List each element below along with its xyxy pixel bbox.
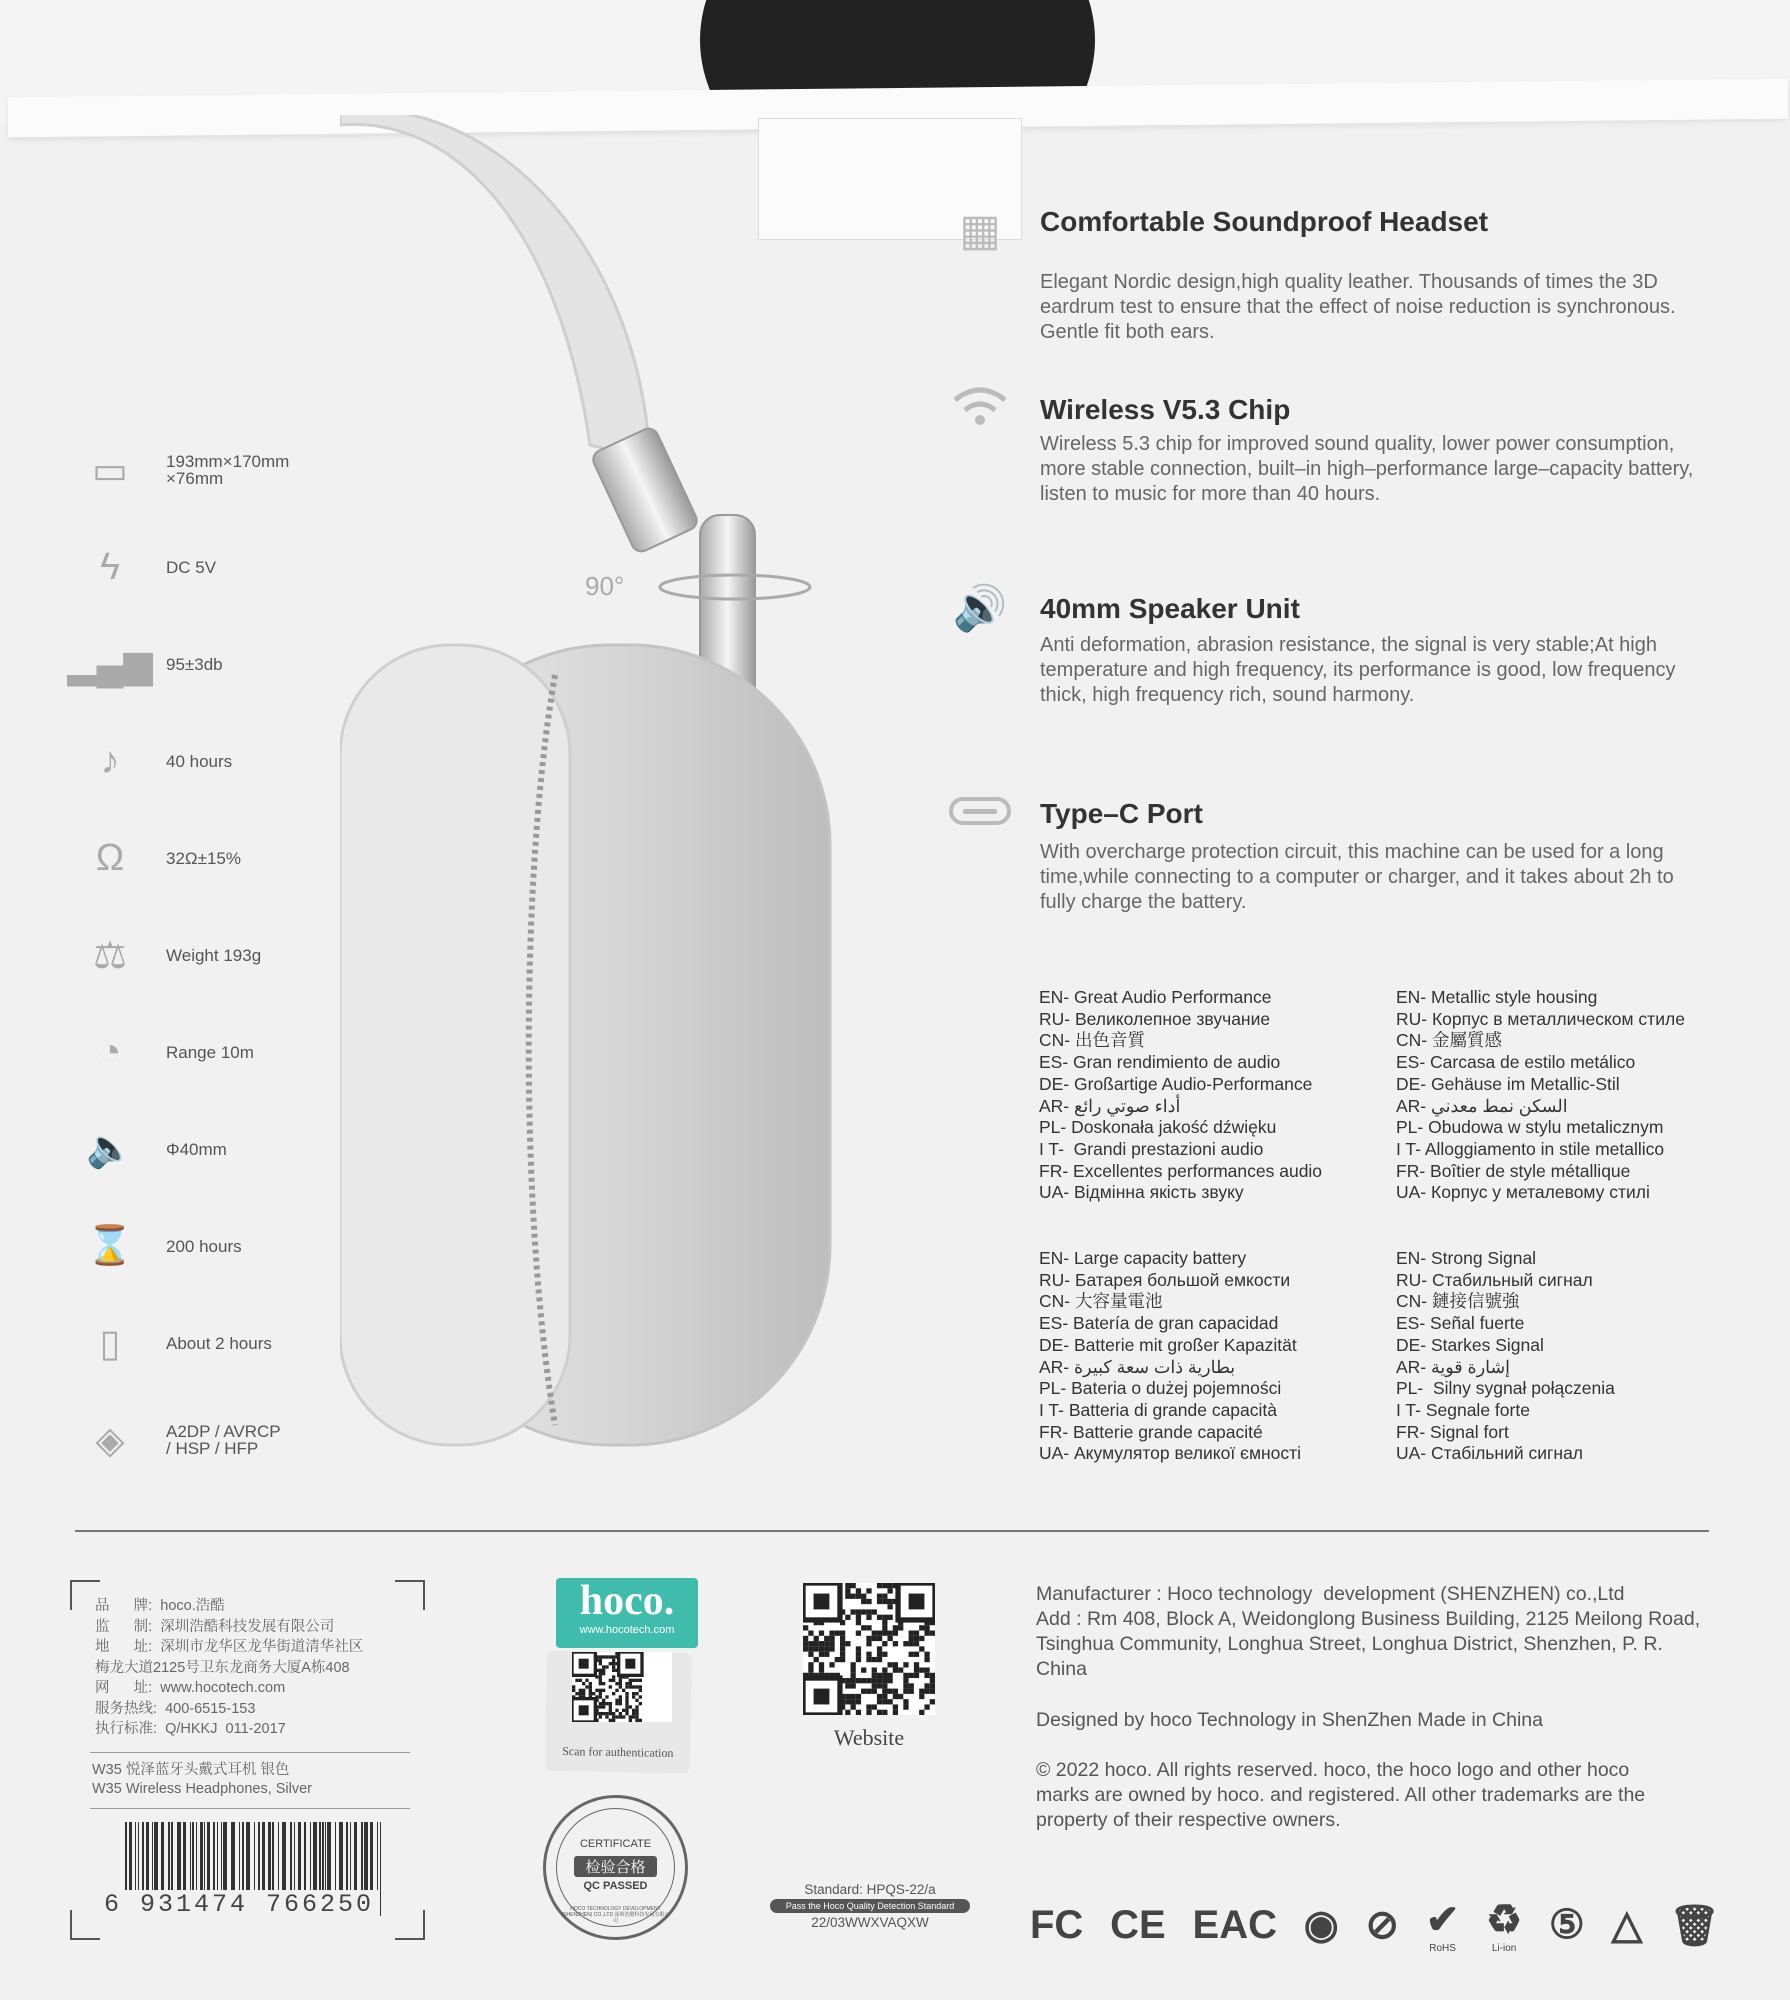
info-line: 网 址: www.hocotech.com bbox=[95, 1680, 286, 1696]
language-line: DE- Großartige Audio-Performance bbox=[1039, 1073, 1313, 1094]
eac-icon: EAC bbox=[1192, 1902, 1277, 1947]
rotation-label: 90° bbox=[585, 571, 625, 601]
spec-item bbox=[80, 1119, 380, 1179]
language-line: PL- Bateria o dużej pojemności bbox=[1039, 1378, 1282, 1399]
language-line: I T- Segnale forte bbox=[1396, 1399, 1530, 1420]
feature-title-2: 40mm Speaker Unit bbox=[1040, 593, 1300, 624]
spec-item bbox=[80, 440, 380, 500]
ohm-icon: Ω bbox=[95, 836, 125, 879]
info-line: 品 牌: hoco.浩酷 bbox=[95, 1598, 225, 1614]
feature-desc-2: Anti deformation, abrasion resistance, the signal is very stable;At high temperature and high frequency, its performance is good, low frequency thick, high frequency rich, sound harmony. bbox=[1040, 634, 1676, 706]
language-line: FR- Signal fort bbox=[1396, 1421, 1509, 1442]
spec-text: 200 hours bbox=[166, 1236, 242, 1256]
spec-text: A2DP / AVRCP / HSP / HFP bbox=[166, 1422, 281, 1458]
language-line: I T- Grandi prestazioni audio bbox=[1039, 1138, 1264, 1159]
spec-item bbox=[67, 634, 380, 694]
speaker-icon: 🔊 bbox=[952, 584, 1008, 633]
battery-charge-icon: ▯ bbox=[99, 1322, 121, 1365]
language-line: ES- Señal fuerte bbox=[1396, 1313, 1525, 1334]
spec-item bbox=[80, 925, 380, 985]
divider bbox=[75, 1530, 1709, 1532]
feature-desc-0: Elegant Nordic design,high quality leather. Thousands of times the 3D eardrum test to ensure that the effect of noise reduction is synchronous. Gentle fit both ears. bbox=[1040, 271, 1676, 343]
rohs-icon: ✔ RoHS bbox=[1425, 1897, 1460, 1954]
spec-text: 40 hours bbox=[166, 751, 233, 771]
standard-line2: Pass the Hoco Quality Detection Standard bbox=[770, 1899, 970, 1913]
spec-item bbox=[80, 1022, 380, 1082]
hoco-url: www.hocotech.com bbox=[579, 1624, 675, 1636]
info-line: 服务热线: 400-6515-153 bbox=[95, 1700, 256, 1717]
clock-icon: ◔ bbox=[98, 1030, 122, 1073]
spec-item bbox=[80, 731, 380, 791]
language-line: I T- Batteria di grande capacità bbox=[1039, 1399, 1278, 1420]
language-line: CN- 鏈接信號強 bbox=[1396, 1291, 1520, 1312]
spec-text: Range 10m bbox=[166, 1042, 254, 1062]
five-years-icon: ⑤ bbox=[1548, 1903, 1585, 1947]
language-line: CN- 出色音質 bbox=[1039, 1030, 1145, 1051]
headset-icon: ▦ bbox=[959, 205, 1001, 255]
ul-icon: ⊘ bbox=[1365, 1903, 1400, 1947]
feature-title-3: Type–C Port bbox=[1040, 798, 1203, 829]
spec-text: 193mm×170mm ×76mm bbox=[166, 452, 290, 488]
feature-title-0: Comfortable Soundproof Headset bbox=[1040, 206, 1489, 237]
language-line: DE- Batterie mit großer Kapazität bbox=[1039, 1334, 1297, 1355]
language-line: AR- السكن نمط معدني bbox=[1396, 1095, 1568, 1116]
language-line: FR- Batterie grande capacité bbox=[1039, 1421, 1263, 1442]
language-line: CN- 大容量電池 bbox=[1039, 1291, 1163, 1312]
type-c-port-icon bbox=[940, 782, 1020, 842]
language-line: I T- Alloggiamento in stile metallico bbox=[1396, 1138, 1665, 1159]
spec-item bbox=[80, 1313, 380, 1373]
product-name-en: W35 Wireless Headphones, Silver bbox=[92, 1781, 313, 1797]
feature-desc-3: With overcharge protection circuit, this machine can be used for a long time,while connecting to a computer or charger, and it takes about 2h to fully charge the battery. bbox=[1040, 841, 1674, 913]
info-line: 梅龙大道2125号卫东龙商务大厦A栋408 bbox=[95, 1659, 350, 1676]
language-line: DE- Gehäuse im Metallic-Stil bbox=[1396, 1073, 1620, 1094]
language-line: UA- Стабільний сигнал bbox=[1396, 1443, 1584, 1464]
language-line: DE- Starkes Signal bbox=[1396, 1334, 1544, 1355]
language-line: PL- Doskonała jakość dźwięku bbox=[1039, 1117, 1277, 1138]
language-line: AR- بطارية ذات سعة كبيرة bbox=[1039, 1356, 1236, 1377]
spec-text: Φ40mm bbox=[166, 1139, 227, 1159]
language-line: AR- أداء صوتي رائع bbox=[1039, 1095, 1181, 1116]
info-line: 执行标准: Q/HKKJ 011-2017 bbox=[95, 1721, 286, 1737]
wifi-icon bbox=[940, 375, 1020, 435]
seal-bottom-text: QC PASSED bbox=[583, 1880, 648, 1892]
language-line: PL- Obudowa w stylu metalicznym bbox=[1396, 1117, 1664, 1138]
language-block bbox=[1039, 987, 1322, 1204]
website-label: Website bbox=[833, 1725, 905, 1750]
hourglass-icon: ⌛ bbox=[86, 1225, 134, 1267]
spec-text: 32Ω±15% bbox=[166, 848, 241, 868]
language-line: UA- Відмінна якість звуку bbox=[1039, 1182, 1244, 1203]
language-line: RU- Великолепное звучание bbox=[1039, 1008, 1271, 1029]
spec-text: DC 5V bbox=[166, 557, 217, 577]
spec-item bbox=[80, 1410, 380, 1470]
language-block bbox=[1396, 1248, 1615, 1465]
standard-info bbox=[750, 1882, 990, 1930]
hoco-logo: hoco. bbox=[579, 1578, 675, 1624]
qc-seal bbox=[543, 1795, 688, 1940]
protocol-check-icon: ◈ bbox=[95, 1419, 125, 1462]
signal-bars-icon: ▂▄▆ bbox=[67, 643, 153, 686]
language-line: EN- Large capacity battery bbox=[1039, 1248, 1247, 1268]
info-line: 地 址: 深圳市龙华区龙华街道清华社区 bbox=[95, 1639, 364, 1655]
spec-item bbox=[80, 828, 380, 888]
size-ruler-icon: ▭ bbox=[92, 449, 128, 492]
language-line: EN- Strong Signal bbox=[1396, 1248, 1537, 1268]
scan-label: Scan for authentication bbox=[562, 1744, 674, 1760]
product-name-cn: W35 悦泽蓝牙头戴式耳机 银色 bbox=[92, 1762, 290, 1778]
language-line: RU- Батарея большой емкости bbox=[1039, 1269, 1291, 1290]
standard-line3: 22/03WWXVAQXW bbox=[811, 1915, 929, 1930]
music-note-icon: ♪ bbox=[100, 739, 120, 782]
lightning-icon: ϟ bbox=[99, 545, 121, 588]
auth-qr-code bbox=[572, 1652, 672, 1722]
language-line: RU- Корпус в металлическом стиле bbox=[1396, 1008, 1685, 1029]
website-qr-code[interactable] bbox=[803, 1583, 935, 1715]
weight-icon: ⚖ bbox=[92, 934, 128, 977]
language-line: PL- Silny sygnał połączenia bbox=[1396, 1378, 1615, 1399]
language-line: ES- Gran rendimiento de audio bbox=[1039, 1052, 1281, 1073]
seal-top-text: CERTIFICATE bbox=[579, 1838, 652, 1850]
language-line: AR- إشارة قوية bbox=[1396, 1356, 1510, 1377]
spec-text: About 2 hours bbox=[166, 1333, 272, 1353]
info-line: 监 制: 深圳浩酷科技发展有限公司 bbox=[95, 1618, 335, 1635]
manufacturer-text: Manufacturer : Hoco technology development (SHENZHEN) co.,Ltd Add : Rm 408, Block A, Weidonglong Business Building, 2125 Meilong Road, Tsinghua Community, Longhua Street, Longhua District, Shenzhen, P. R. China bbox=[1036, 1583, 1701, 1680]
language-line: EN- Great Audio Performance bbox=[1039, 987, 1272, 1007]
feature-desc-1: Wireless 5.3 chip for improved sound quality, lower power consumption, more stable connection, built–in high–performance large–capacity battery, listen to music for more than 40 hours. bbox=[1040, 433, 1694, 505]
hoco-tag bbox=[556, 1578, 698, 1648]
language-line: FR- Boîtier de style métallique bbox=[1396, 1160, 1631, 1181]
rohs-label: RoHS bbox=[1429, 1942, 1456, 1954]
spec-text: 95±3db bbox=[166, 654, 223, 674]
feature-title-1: Wireless V5.3 Chip bbox=[1040, 394, 1291, 425]
certification-marks bbox=[1030, 1890, 1720, 1960]
recycle-icon: ♻ Li-ion bbox=[1486, 1897, 1523, 1954]
spec-item bbox=[80, 537, 380, 597]
language-line: UA- Корпус у металевому стилі bbox=[1396, 1182, 1650, 1203]
barcode-number: 6 931474 766250 bbox=[100, 1890, 378, 1919]
speaker-icon: 🔈 bbox=[86, 1128, 134, 1170]
warning-triangle-icon: △ bbox=[1611, 1903, 1643, 1947]
headphone-image bbox=[340, 115, 860, 1460]
ce-icon: CE bbox=[1110, 1902, 1166, 1947]
spec-text: Weight 193g bbox=[166, 945, 262, 965]
spec-item bbox=[80, 1216, 380, 1276]
pse-icon: ◉ bbox=[1303, 1903, 1339, 1947]
language-line: RU- Стабильный сигнал bbox=[1396, 1269, 1593, 1290]
language-line: FR- Excellentes performances audio bbox=[1039, 1160, 1323, 1181]
standard-line1: Standard: HPQS-22/a bbox=[804, 1882, 936, 1897]
fcc-icon: FC bbox=[1030, 1902, 1084, 1947]
language-line: ES- Batería de gran capacidad bbox=[1039, 1313, 1279, 1334]
seal-middle-text: 检验合格 bbox=[574, 1856, 657, 1877]
language-line: EN- Metallic style housing bbox=[1396, 987, 1598, 1007]
designed-text: Designed by hoco Technology in ShenZhen Made in China bbox=[1036, 1709, 1543, 1731]
language-line: CN- 金屬質感 bbox=[1396, 1030, 1502, 1051]
language-line: ES- Carcasa de estilo metálico bbox=[1396, 1052, 1636, 1073]
language-block bbox=[1039, 1248, 1301, 1465]
weee-bin-icon: 🗑 bbox=[1669, 1903, 1720, 1948]
copyright-text: © 2022 hoco. All rights reserved. hoco, the hoco logo and other hoco marks are owned by hoco. and registered. All other trademarks are the property of their respective owners. bbox=[1036, 1759, 1646, 1831]
seal-ring-text: HOCO TECHNOLOGY DEVELOPMENT (SHENZHEN) CO.,LTD 深圳浩酷科技发展有限公司 bbox=[561, 1906, 670, 1924]
language-block bbox=[1396, 987, 1685, 1204]
language-line: UA- Акумулятор великої ємності bbox=[1039, 1443, 1302, 1464]
li-ion-label: Li-ion bbox=[1491, 1942, 1517, 1954]
